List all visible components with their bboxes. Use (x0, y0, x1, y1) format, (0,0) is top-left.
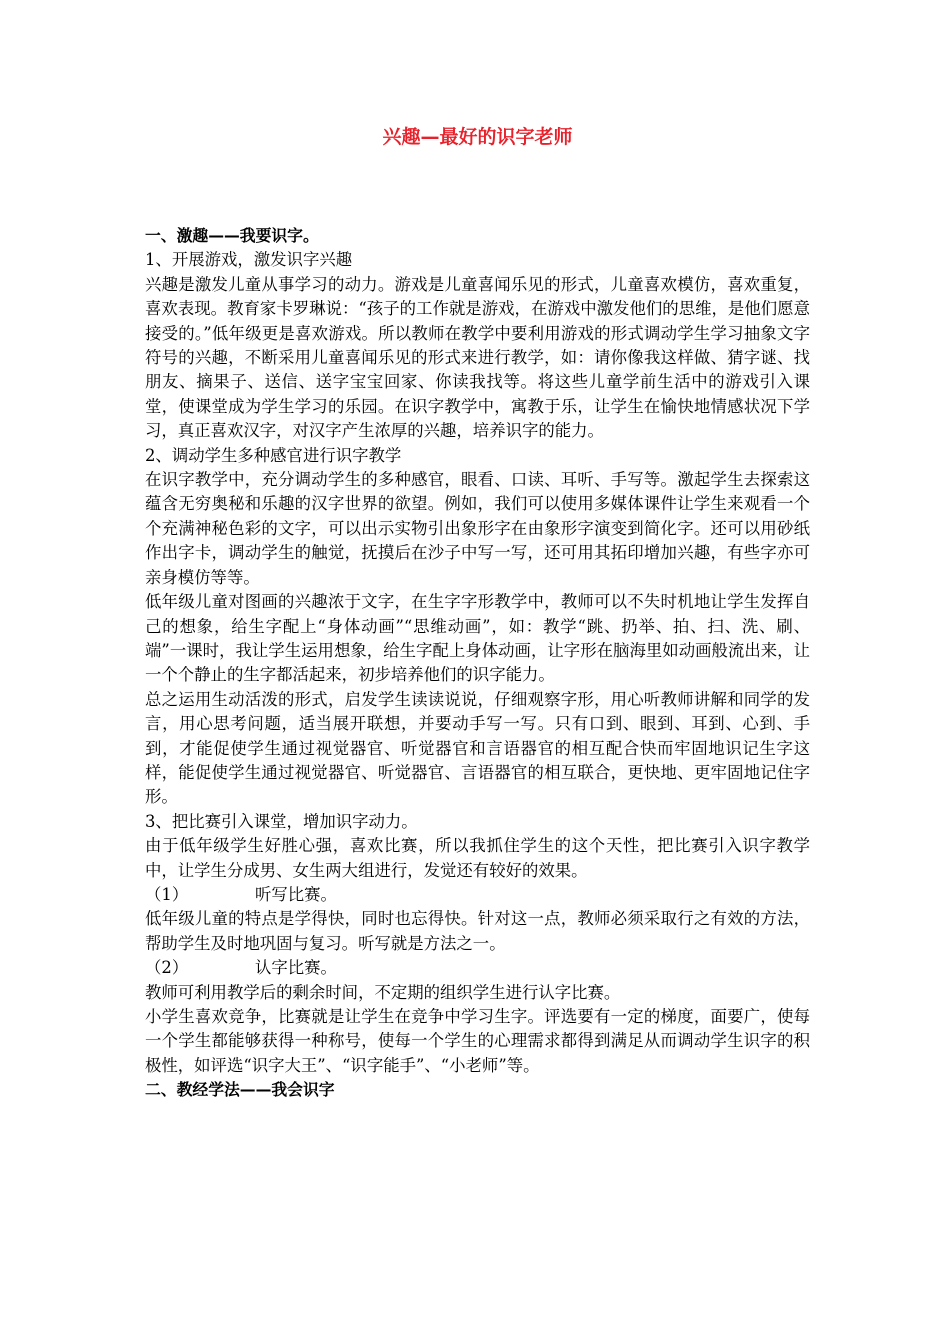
paragraph-2: 在识字教学中，充分调动学生的多种感官，眼看、口读、耳听、手写等。激起学生去探索这蕴含无穷奥秘和乐趣的汉字世界的欲望。例如，我们可以使用多媒体课件让学生来观看一个个充满神秘色彩的文字，可以出示实物引出象形字在由象形字演变到简化字。还可以用砂纸作出字卡，调动学生的触觉，抚摸后在沙子中写一写，还可用其拓印增加兴趣，有些字亦可亲身模仿等等。 (145, 470, 810, 587)
section-heading-2: 二、教经学法——我会识字 (145, 1080, 335, 1100)
paragraph-7: 教师可利用教学后的剩余时间，不定期的组织学生进行认字比赛。 (145, 982, 621, 1002)
paragraph-4: 总之运用生动活泼的形式，启发学生读读说说，仔细观察字形，用心听教师讲解和同学的发言，用心思考问题，适当展开联想，并要动手写一写。只有口到、眼到、耳到、心到、手到，才能促使学生通过视觉器官、听觉器官和言语器官的相互配合快而牢固地识记生字这样，能促使学生通过视觉器官、听觉器官、言语器官的相互联合，更快地、更牢固地记住字形。 (145, 689, 810, 807)
subheading-3: 3、把比赛引入课堂，增加识字动力。 (145, 811, 418, 831)
list-item-2 (145, 956, 810, 980)
list-item-label: 听写比赛。 (255, 884, 337, 904)
list-item-1 (145, 883, 810, 907)
section-heading-1: 一、激趣——我要识字。 (145, 226, 319, 245)
list-item-number: （2） (145, 958, 189, 978)
document-title: 兴趣—最好的识字老师 (382, 126, 573, 148)
list-item-label: 认字比赛。 (255, 958, 337, 978)
paragraph-6: 低年级儿童的特点是学得快，同时也忘得快。针对这一点，教师必须采取行之有效的方法，帮助学生及时地巩固与复习。听写就是方法之一。 (145, 909, 810, 953)
list-item-number: （1） (145, 884, 189, 904)
paragraph-3: 低年级儿童对图画的兴趣浓于文字，在生字字形教学中，教师可以不失时机地让学生发挥自己的想象，给生字配上“身体动画”“思维动画”，如：教学“跳、扔举、拍、扫、洗、刷、端”一课时，我让学生运用想象，给生字配上身体动画，让字形在脑海里如动画般流出来，让一个个静止的生字都活起来，初步培养他们的识字能力。 (145, 592, 810, 685)
subheading-1: 1、开展游戏，激发识字兴趣 (145, 250, 353, 270)
document-body (145, 224, 810, 1103)
paragraph-8: 小学生喜欢竞争，比赛就是让学生在竞争中学习生字。评选要有一定的梯度，面要广，使每一个学生都能够获得一种称号，使每一个学生的心理需求都得到满足从而调动学生识字的积极性，如评选“识字大王”、“识字能手”、“小老师”等。 (145, 1007, 810, 1075)
paragraph-5: 由于低年级学生好胜心强，喜欢比赛，所以我抓住学生的这个天性，把比赛引入识字教学中，让学生分成男、女生两大组进行，发觉还有较好的效果。 (145, 836, 810, 880)
subheading-2: 2、调动学生多种感官进行识字教学 (145, 445, 402, 465)
paragraph-1: 兴趣是激发儿童从事学习的动力。游戏是儿童喜闻乐见的形式，儿童喜欢模仿，喜欢重复，喜欢表现。教育家卡罗琳说：“孩子的工作就是游戏，在游戏中激发他们的思维，是他们愿意接受的。”低年级更是喜欢游戏。所以教师在教学中要利用游戏的形式调动学生学习抽象文字符号的兴趣，不断采用儿童喜闻乐见的形式来进行教学，如：请你像我这样做、猜字谜、找朋友、摘果子、送信、送字宝宝回家、你读我找等。将这些儿童学前生活中的游戏引入课堂，使课堂成为学生学习的乐园。在识字教学中，寓教于乐，让学生在愉快地情感状况下学习，真正喜欢汉字，对汉字产生浓厚的兴趣，培养识字的能力。 (145, 274, 810, 441)
